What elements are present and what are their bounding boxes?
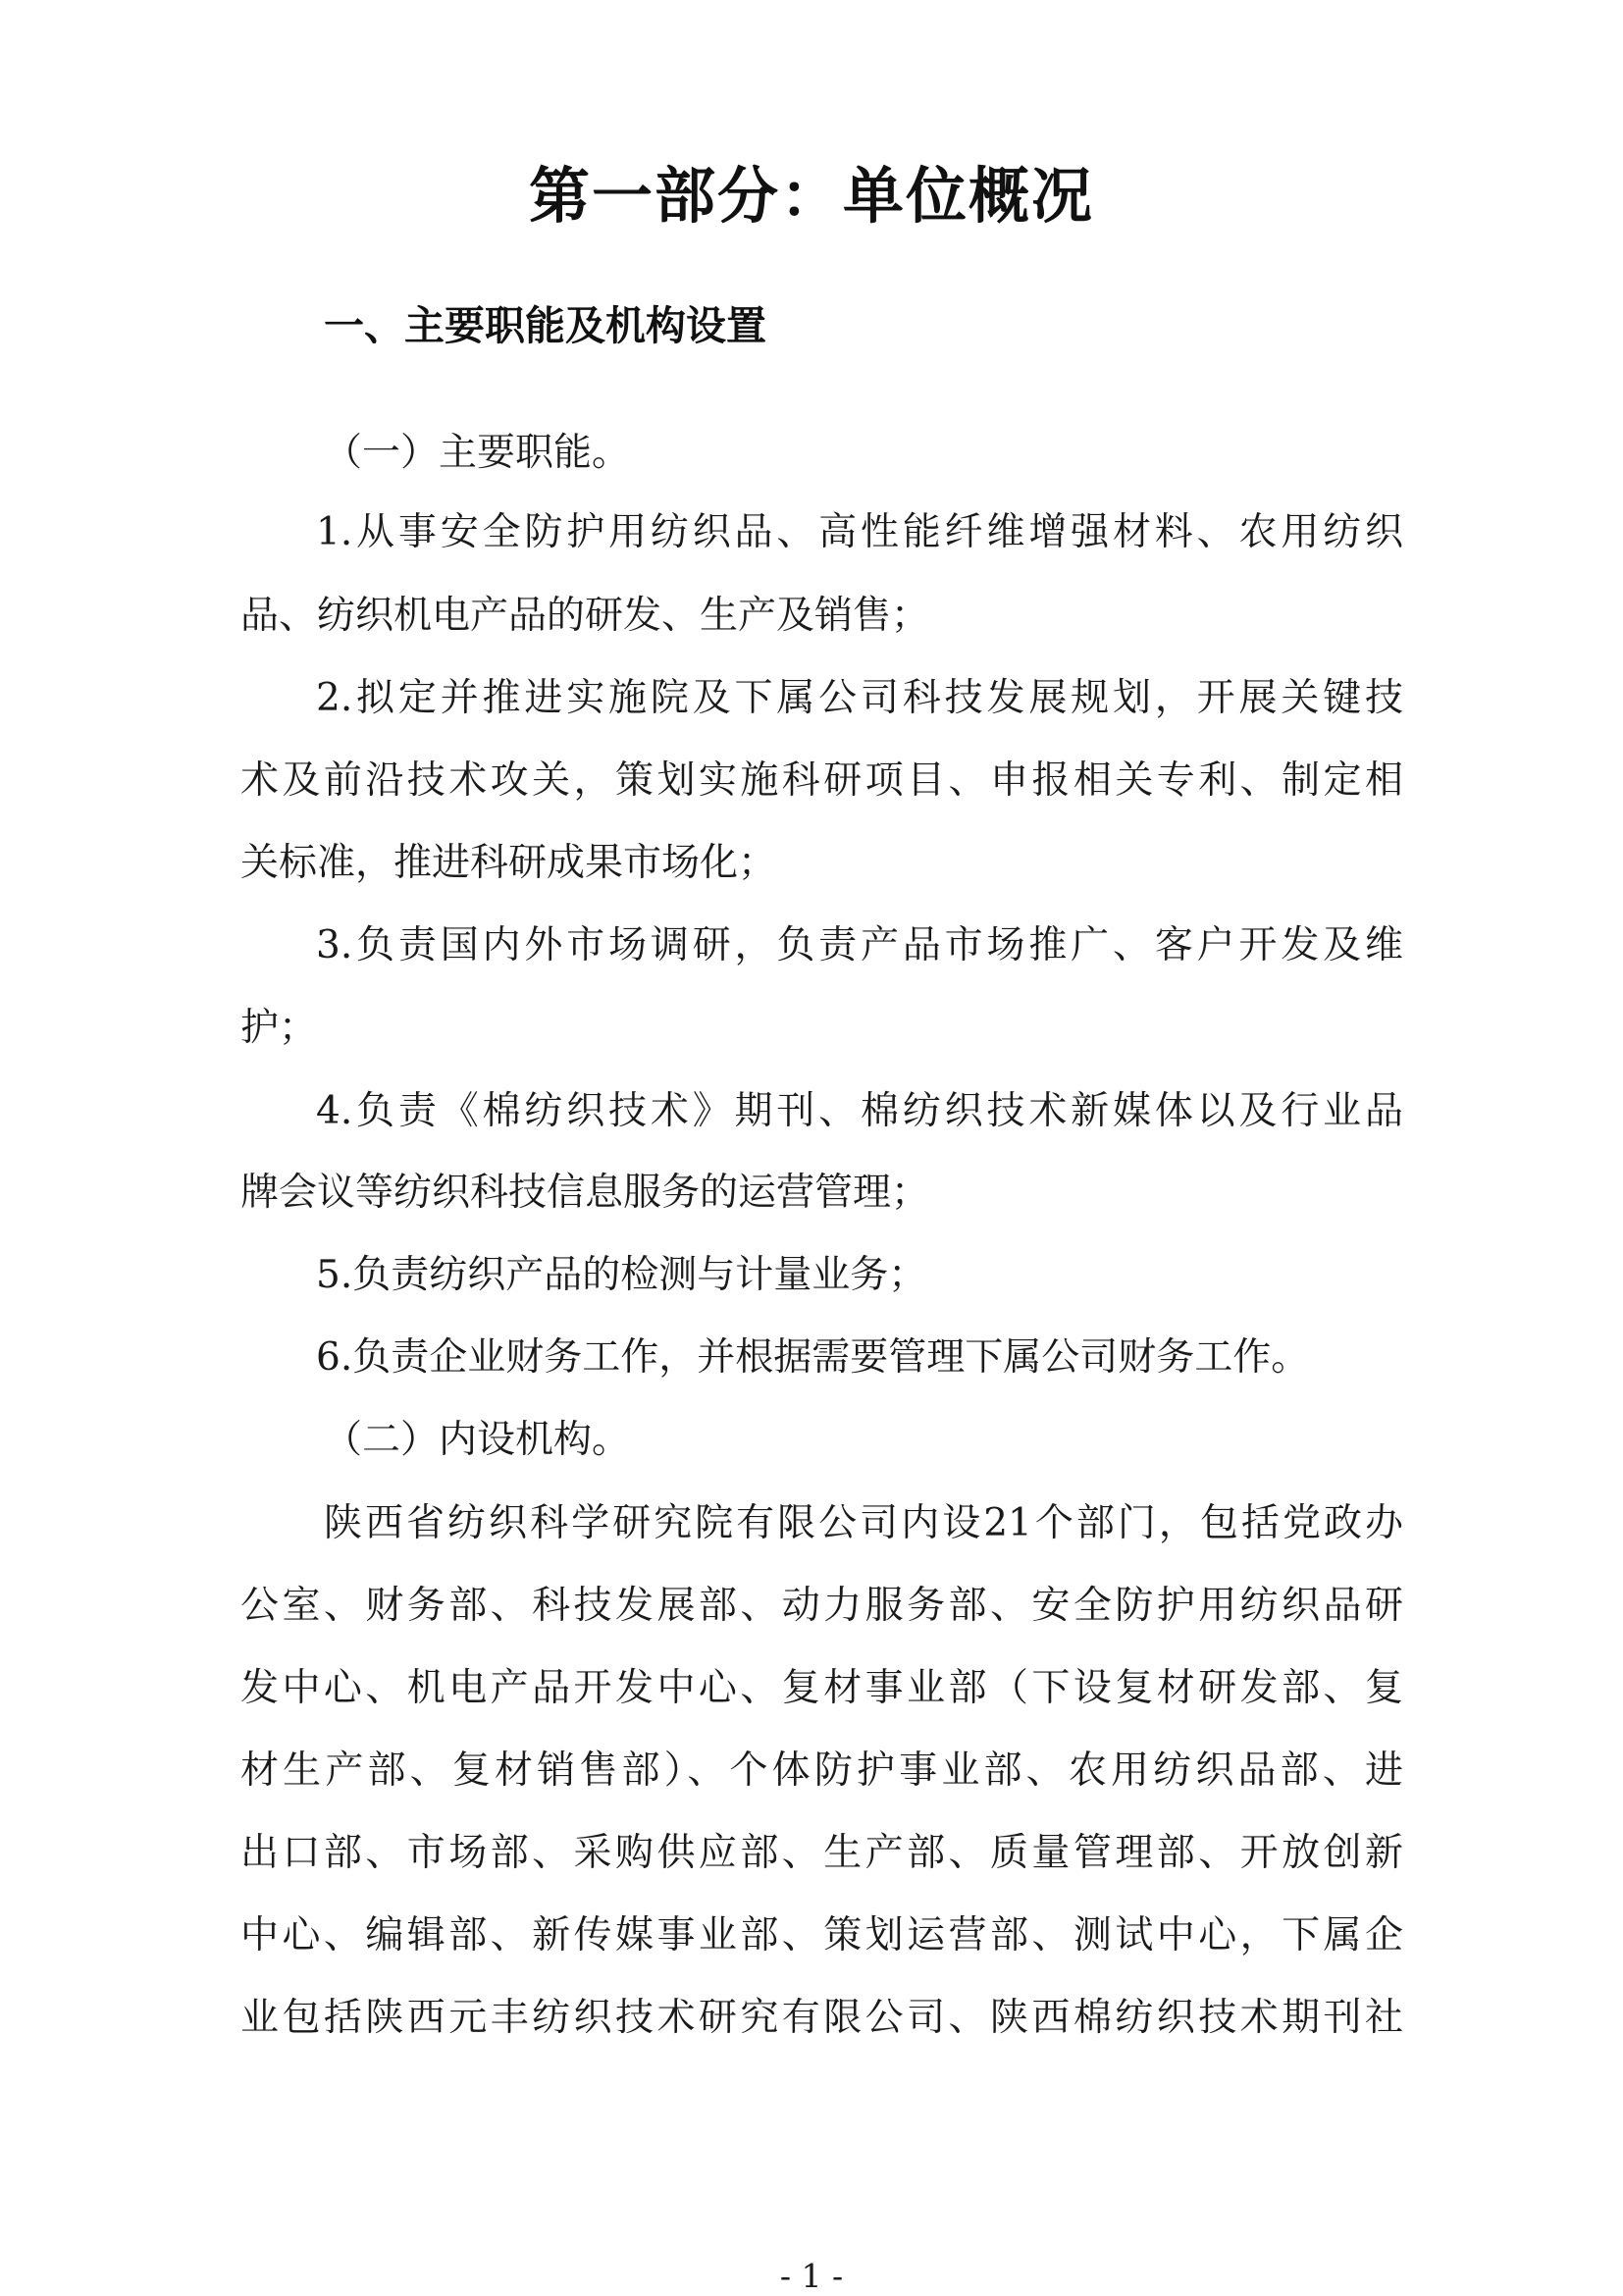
subsection-heading-functions: （一）主要职能。	[324, 431, 631, 475]
paragraph-line: 1.从事安全防护用纺织品、高性能纤维增强材料、农用纺织	[316, 510, 1403, 554]
paragraph-line: 5.负责纺织产品的检测与计量业务；	[316, 1253, 927, 1297]
paragraph-line: 术及前沿技术攻关，策划实施科研项目、申报相关专利、制定相	[240, 758, 1403, 803]
paragraph-line: 陕西省纺织科学研究院有限公司内设21个部门，包括党政办	[324, 1501, 1403, 1545]
paragraph-line: 发中心、机电产品开发中心、复材事业部（下设复材研发部、复	[240, 1666, 1403, 1710]
subsection-heading-departments: （二）内设机构。	[324, 1418, 631, 1462]
paragraph-line: 中心、编辑部、新传媒事业部、策划运营部、测试中心，下属企	[240, 1913, 1403, 1957]
paragraph-line: 关标准，推进科研成果市场化；	[240, 841, 777, 885]
paragraph-line: 2.拟定并推进实施院及下属公司科技发展规划，开展关键技	[316, 676, 1403, 720]
paragraph-line: 4.负责《棉纺织技术》期刊、棉纺织技术新媒体以及行业品	[316, 1089, 1403, 1133]
paragraph-line: 牌会议等纺织科技信息服务的运营管理；	[240, 1171, 930, 1215]
page-number: - 1 -	[779, 2257, 844, 2295]
paragraph-line: 公室、财务部、科技发展部、动力服务部、安全防护用纺织品研	[240, 1584, 1403, 1628]
paragraph-line: 业包括陕西元丰纺织技术研究有限公司、陕西棉纺织技术期刊社	[240, 1996, 1403, 2040]
paragraph-line: 品、纺织机电产品的研发、生产及销售；	[240, 594, 930, 638]
paragraph-line: 6.负责企业财务工作，并根据需要管理下属公司财务工作。	[316, 1335, 1310, 1380]
paragraph-line: 3.负责国内外市场调研，负责产品市场推广、客户开发及维	[316, 923, 1403, 967]
paragraph-line: 出口部、市场部、采购供应部、生产部、质量管理部、开放创新	[240, 1831, 1403, 1875]
section-heading: 一、主要职能及机构设置	[324, 302, 766, 349]
page-title: 第一部分：单位概况	[528, 160, 1094, 232]
paragraph-line: 护；	[240, 1006, 318, 1050]
paragraph-line: 材生产部、复材销售部）、个体防护事业部、农用纺织品部、进	[240, 1748, 1403, 1793]
